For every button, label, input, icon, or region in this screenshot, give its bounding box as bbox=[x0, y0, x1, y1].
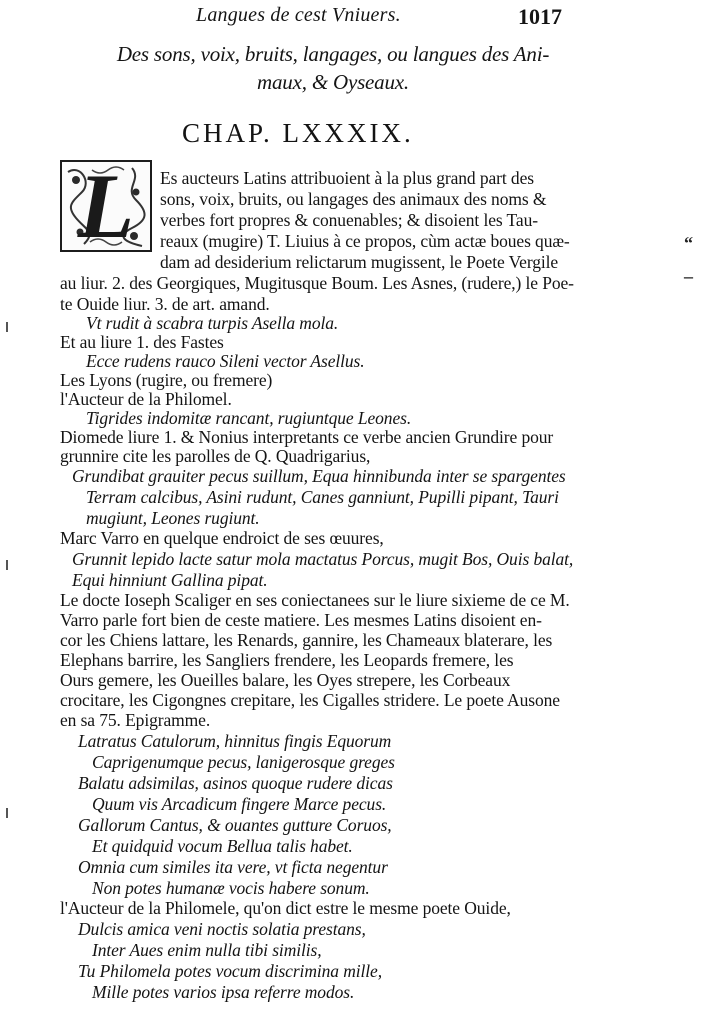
page-edge-mark bbox=[6, 322, 8, 332]
latin-quote-line: mugiunt, Leones rugiunt. bbox=[86, 508, 260, 528]
section-title-line-1: Des sons, voix, bruits, langages, ou langues des Ani- bbox=[116, 42, 550, 66]
text-line: cor les Chiens lattare, les Renards, gannire, les Chameaux blaterare, les bbox=[60, 630, 553, 650]
text-line: l'Aucteur de la Philomel. bbox=[60, 389, 232, 409]
text-line: Et au liure 1. des Fastes bbox=[60, 332, 224, 352]
text-line: grunnire cite les parolles de Q. Quadrigarius, bbox=[60, 446, 371, 466]
text-line: Marc Varro en quelque endroict de ses œuures, bbox=[60, 528, 384, 548]
verse-line: Latratus Catulorum, hinnitus fingis Equorum bbox=[78, 731, 392, 751]
page-edge-mark bbox=[6, 560, 8, 570]
verse-line: Tu Philomela potes vocum discrimina mille, bbox=[78, 961, 382, 981]
latin-quote-line: Equi hinniunt Gallina pipat. bbox=[72, 570, 268, 590]
latin-quote-line: Grunnit lepido lacte satur mola mactatus Porcus, mugit Bos, Ouis balat, bbox=[72, 549, 574, 569]
text-line: verbes fort propres & conuenables; & disoient les Tau- bbox=[160, 210, 538, 230]
verse-line: Gallorum Cantus, & ouantes gutture Coruos, bbox=[78, 815, 392, 835]
text-line: crocitare, les Cigongnes crepitare, les Cigalles stridere. Le poete Ausone bbox=[60, 690, 560, 710]
section-title-line-2: maux, & Oyseaux. bbox=[257, 70, 409, 94]
text-line: sons, voix, bruits, ou langages des animaux des noms & bbox=[160, 189, 547, 209]
page-number: 1017 bbox=[518, 4, 562, 29]
verse-line: Et quidquid vocum Bellua talis habet. bbox=[92, 836, 353, 856]
verse-line: Mille potes varios ipsa referre modos. bbox=[92, 982, 355, 1002]
text-line: au liur. 2. des Georgiques, Mugitusque Boum. Les Asnes, (rudere,) le Poe- bbox=[60, 273, 574, 293]
text-line: Diomede liure 1. & Nonius interpretants ce verbe ancien Grundire pour bbox=[60, 427, 554, 447]
text-line: te Ouide liur. 3. de art. amand. bbox=[60, 294, 270, 314]
text-line: reaux (mugire) T. Liuius à ce propos, cùm actæ boues quæ- bbox=[160, 231, 570, 251]
latin-quote-line: Grundibat grauiter pecus suillum, Equa hinnibunda inter se spargentes bbox=[72, 466, 566, 486]
text-line: Varro parle fort bien de ceste matiere. Les mesmes Latins disoient en- bbox=[60, 610, 542, 630]
latin-quote-line: Terram calcibus, Asini rudunt, Canes ganniunt, Pupilli pipant, Tauri bbox=[86, 487, 559, 507]
page-edge-mark bbox=[6, 808, 8, 818]
text-line: Es aucteurs Latins attribuoient à la plus grand part des bbox=[160, 168, 534, 188]
latin-quote-line: Tigrides indomitæ rancant, rugiuntque Leones. bbox=[86, 408, 412, 428]
latin-quote-line: Ecce rudens rauco Sileni vector Asellus. bbox=[86, 351, 365, 371]
latin-quote-line: Vt rudit à scabra turpis Asella mola. bbox=[86, 313, 339, 333]
verse-line: Balatu adsimilas, asinos quoque rudere dicas bbox=[78, 773, 393, 793]
text-line: en sa 75. Epigramme. bbox=[60, 710, 211, 730]
text-line: Ours gemere, les Oueilles balare, les Oyes strepere, les Corbeaux bbox=[60, 670, 511, 690]
chapter-heading: CHAP. LXXXIX. bbox=[182, 118, 414, 148]
drop-cap-letter: L bbox=[77, 160, 135, 252]
text-line: Elephans barrire, les Sangliers frendere, les Leopards fremere, les bbox=[60, 650, 514, 670]
margin-quote-mark: “ bbox=[684, 233, 693, 253]
text-line: Les Lyons (rugire, ou fremere) bbox=[60, 370, 273, 390]
text-line: Le docte Ioseph Scaliger en ses coniectanees sur le liure sixieme de ce M. bbox=[60, 590, 570, 610]
text-line: dam ad desiderium relictarum mugissent, le Poete Vergile bbox=[160, 252, 559, 272]
ornamental-drop-cap bbox=[60, 160, 152, 252]
verse-line: Non potes humanæ vocis habere sonum. bbox=[92, 878, 370, 898]
verse-line: Quum vis Arcadicum fingere Marce pecus. bbox=[92, 794, 387, 814]
verse-line: Inter Aues enim nulla tibi similis, bbox=[92, 940, 322, 960]
verse-line: Dulcis amica veni noctis solatia prestans, bbox=[78, 919, 366, 939]
verse-line: Caprigenumque pecus, lanigerosque greges bbox=[92, 752, 395, 772]
text-line: l'Aucteur de la Philomele, qu'on dict estre le mesme poete Ouide, bbox=[60, 898, 511, 918]
margin-dash-mark: – bbox=[684, 266, 693, 286]
verse-line: Omnia cum similes ita vere, vt ficta negentur bbox=[78, 857, 388, 877]
running-head: Langues de cest Vniuers. bbox=[196, 4, 401, 26]
